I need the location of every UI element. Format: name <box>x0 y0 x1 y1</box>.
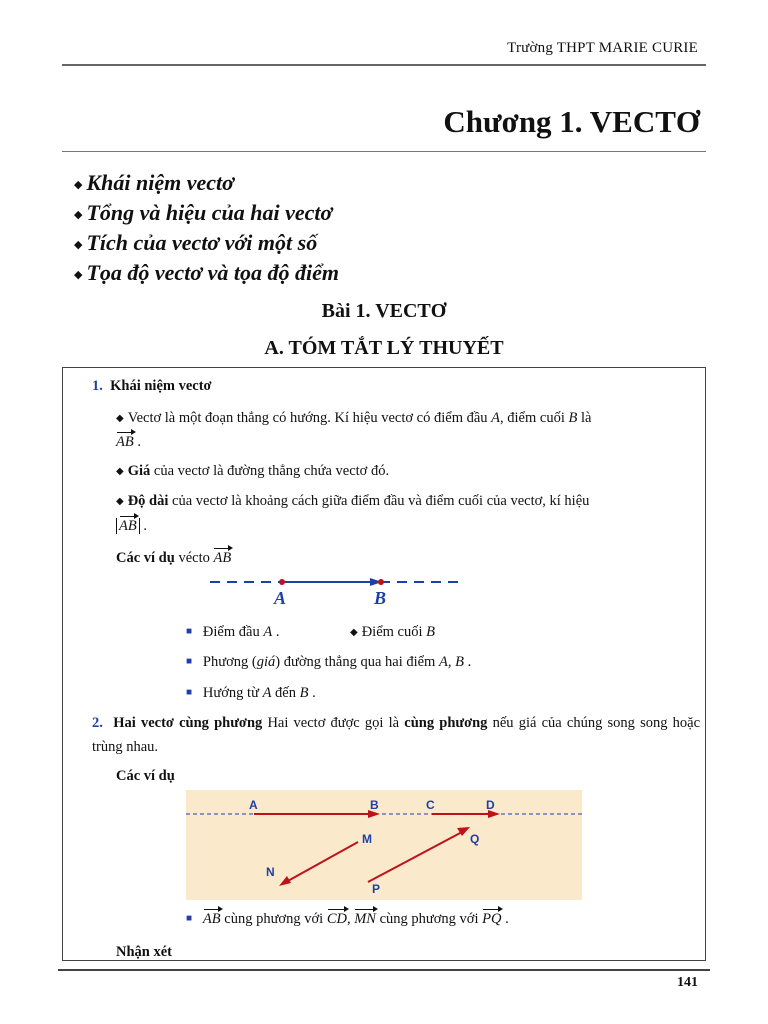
bullet-icon: ◆ <box>74 179 83 191</box>
lesson-title: Bài 1. VECTƠ <box>321 300 447 322</box>
square-bullet-icon: ■ <box>186 913 193 924</box>
bullet-icon: ◆ <box>74 239 83 251</box>
label-p: P <box>372 882 381 896</box>
topic-item: ◆ Tích của vectơ với một số <box>74 230 318 255</box>
label-m: M <box>362 832 372 846</box>
school-name: Trường THPT MARIE CURIE <box>507 40 698 56</box>
label-b: B <box>374 588 387 608</box>
chapter-title: Chương 1. VECTƠ <box>443 104 700 139</box>
bullet-parallel-example: ■ AB cùng phương với CD, MN cùng phương với PQ . <box>186 907 509 931</box>
diamond-icon: ◆ <box>116 413 124 424</box>
bullet-direction: ■ Phương (giá) đường thẳng qua hai điểm A, B . <box>186 654 472 670</box>
vector-length-symbol: AB . <box>116 514 147 538</box>
label-n: N <box>266 865 275 879</box>
bullet-orientation: ■ Hướng từ A đến B . <box>186 685 316 701</box>
bullet-icon: ◆ <box>74 269 83 281</box>
point-a <box>279 579 285 585</box>
vector-ab-symbol: AB . <box>116 430 141 454</box>
topic-item: ◆ Tọa độ vectơ và tọa độ điểm <box>74 260 339 285</box>
parallel-vectors-diagram <box>186 790 582 900</box>
header-divider <box>62 64 706 66</box>
label-d: D <box>486 798 495 812</box>
chapter-divider <box>62 151 706 152</box>
point-b <box>378 579 384 585</box>
page-number: 141 <box>677 975 698 990</box>
diamond-icon: ◆ <box>116 496 124 507</box>
item-1-length: ◆ Độ dài của vectơ là khoảng cách giữa điểm đầu và điểm cuối của vectơ, kí hiệu <box>116 493 590 509</box>
label-b: B <box>370 798 379 812</box>
examples-heading: Các ví dụ vécto AB <box>116 546 231 570</box>
square-bullet-icon: ■ <box>186 687 193 698</box>
item-2-definition: 2. Hai vectơ cùng phương Hai vectơ được gọi là cùng phương nếu giá của chúng song song hoặc trùng nhau. <box>92 715 701 755</box>
square-bullet-icon: ■ <box>186 656 193 667</box>
label-c: C <box>426 798 435 812</box>
item-1-definition: ◆ Vectơ là một đoạn thẳng có hướng. Kí hiệu vectơ có điểm đầu A, điểm cuối B là <box>116 410 592 426</box>
remark-heading: Nhận xét <box>116 944 172 960</box>
examples2-heading: Các ví dụ <box>116 768 175 784</box>
vector-mn <box>286 842 358 882</box>
section-title: A. TÓM TẮT LÝ THUYẾT <box>264 337 504 359</box>
diamond-icon: ◆ <box>350 627 358 638</box>
square-bullet-icon: ■ <box>186 626 193 637</box>
item-1-support: ◆ Giá của vectơ là đường thẳng chứa vectơ đó. <box>116 463 390 479</box>
parallel-vectors-panel <box>186 790 582 900</box>
topic-list <box>74 168 339 288</box>
footer-divider <box>58 969 710 971</box>
diamond-icon: ◆ <box>116 466 124 477</box>
bullet-start-point: ■ Điểm đầu A . <box>186 624 280 640</box>
label-a: A <box>249 798 258 812</box>
label-q: Q <box>470 832 480 846</box>
vector-pq <box>368 832 462 882</box>
bullet-end-point: ◆ Điểm cuối B <box>350 624 435 640</box>
topic-item: ◆ Tổng và hiệu của hai vectơ <box>74 200 333 225</box>
label-a: A <box>274 588 287 608</box>
bullet-icon: ◆ <box>74 209 83 221</box>
item-1-heading: 1. Khái niệm vectơ <box>92 378 212 394</box>
topic-item: ◆ Khái niệm vectơ <box>74 170 234 195</box>
arrow-head <box>279 876 291 886</box>
vector-ab-diagram <box>200 570 470 610</box>
